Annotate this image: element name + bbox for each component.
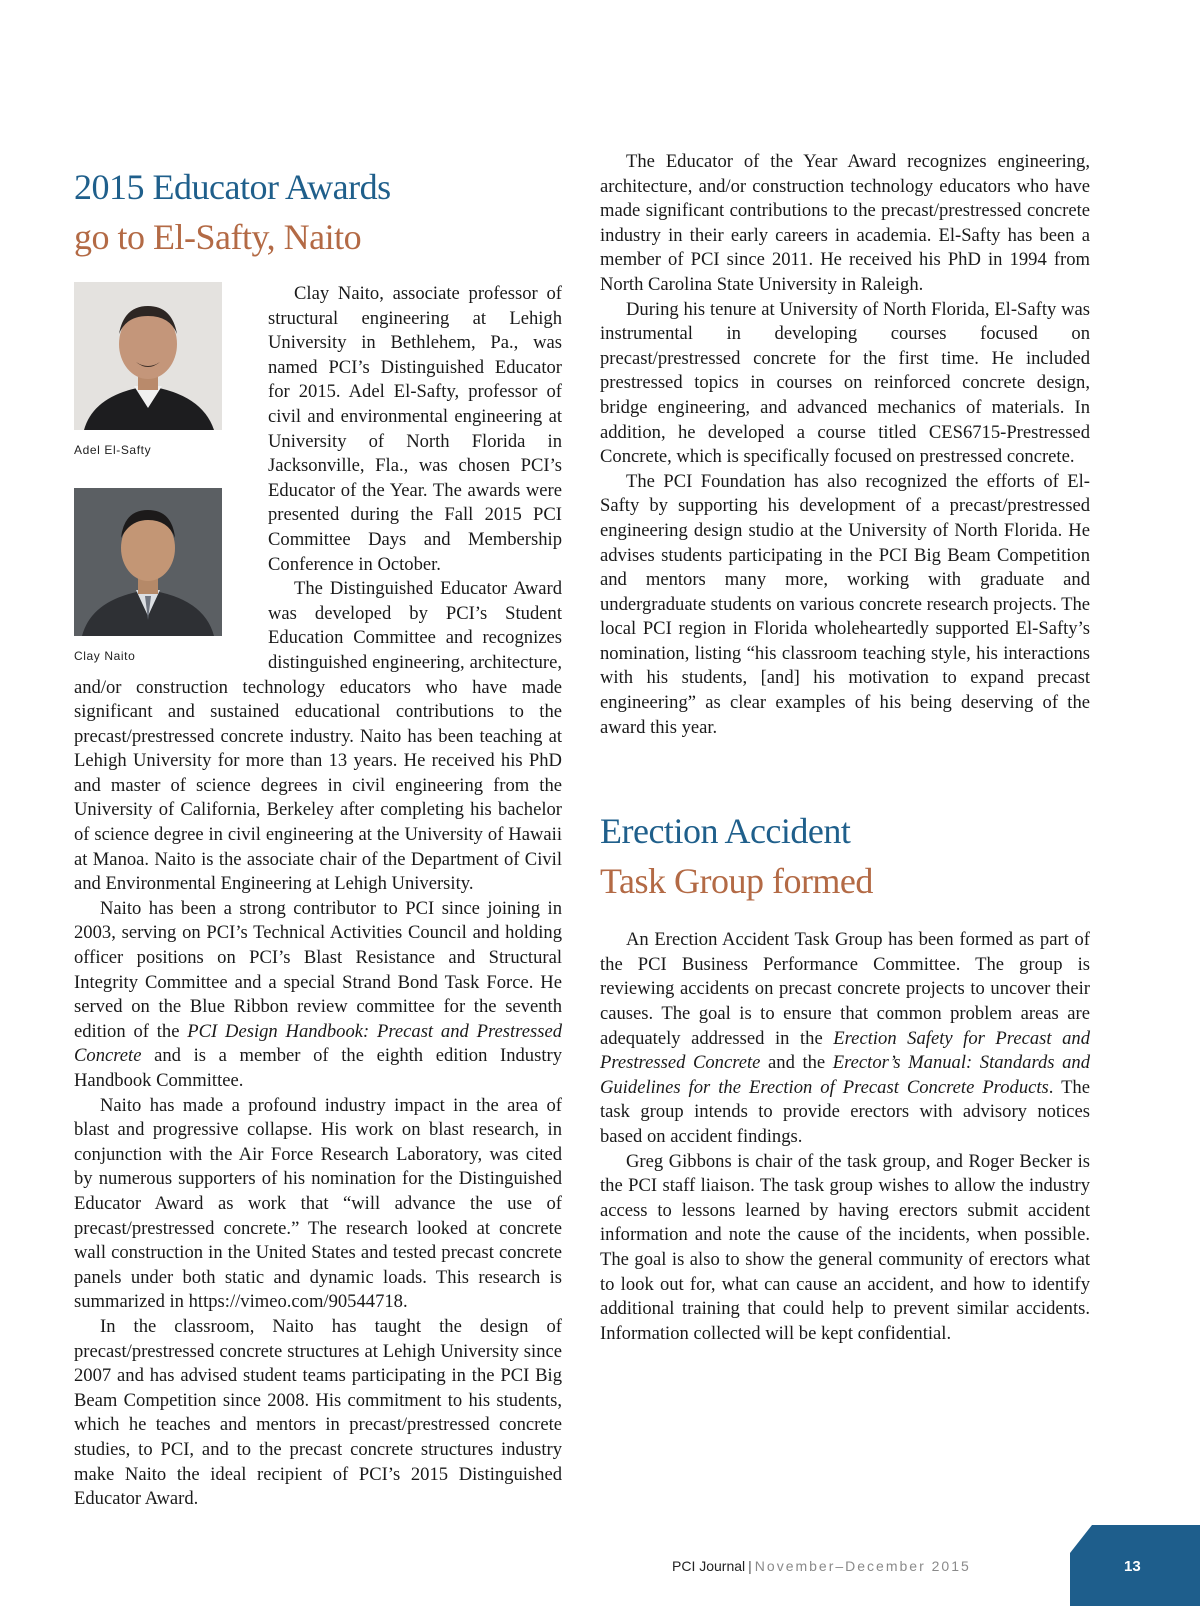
headline-line-1: 2015 Educator Awards xyxy=(74,167,391,207)
issue-date: November–December 2015 xyxy=(754,1558,971,1574)
paragraph: Clay Naito, associate professor of structural engineering at Lehigh University in Bethlehem, Pa., was named PCI’s Distinguished Educator for 2015. Adel El-Safty, professor of civil and environmental engineering at University of North Florida in Jacksonville, Fla., was chosen PCI’s Educator of the Year. The awards were presented during the Fall 2015 PCI Committee Days and Membership Conference in October. xyxy=(268,283,562,575)
page-number: 13 xyxy=(1124,1558,1141,1575)
paragraph: Naito has made a profound industry impact in the area of blast and progressive collapse. His work on blast research, in conjunction with the Air Force Research Laboratory, was cited by numerous supporters of his nomination for the Distinguished Educator Award as work that “will advance the use of precast/prestressed concrete.” The research looked at concrete wall construction in the United States and tested precast concrete panels under both static and dynamic loads. This research is summarized in https://vimeo.com/90544718. xyxy=(74,1094,562,1313)
paragraph: Naito has been a strong contributor to PCI since joining in 2003, serving on PCI’s Technical Activities Council and holding officer positions on PCI’s Blast Resistance and Structural Integrity Committee and a special Strand Bond Task Force. He served on the Blue Ribbon review committee for the seventh edition of the PCI Design Handbook: Precast and Prestressed Concrete and is a member of the eighth edition Industry Handbook Committee. xyxy=(74,897,562,1091)
paragraph: An Erection Accident Task Group has been formed as part of the PCI Business Performance Committee. The group is reviewing accidents on precast concrete projects to uncover their causes. The goal is to ensure that common problem areas are adequately addressed in the Erection Safety for Precast and Prestressed Concrete and the Erector’s Manual: Standards and Guidelines for the Erection of Precast Concrete Products. The task group intends to provide erectors with advisory notices based on accident findings. xyxy=(600,929,1090,1147)
article-body-continued xyxy=(600,150,1090,740)
footer-separator: | xyxy=(748,1558,752,1574)
photo-el-safty xyxy=(74,282,222,430)
publication-title: Erector’s Manual: Standards and Guidelines for the Erection of Precast Concrete Products xyxy=(600,1052,1090,1098)
article-body xyxy=(74,282,562,1512)
paragraph: The PCI Foundation has also recognized the efforts of El-Safty by supporting his development of a precast/prestressed engineering design studio at the University of North Florida. He advises students participating in the PCI Big Beam Competition and mentors many more, working with graduate and undergraduate students on various concrete research projects. The local PCI region in Florida wholeheartedly supported El-Safty’s nomination, listing “his classroom teaching style, his interactions with his students, [and] his motivation to expand precast engineering” as clear examples of his being deserving of the award this year. xyxy=(600,470,1090,738)
paragraph: During his tenure at University of North Florida, El-Safty was instrumental in developing courses focused on precast/prestressed concrete for the first time. He included prestressed topics in courses on reinforced concrete design, bridge engineering, and advanced mechanics of materials. In addition, he developed a course titled CES6715-Prestressed Concrete, which is specifically focused on prestressed concrete. xyxy=(600,298,1090,468)
paragraph: The Educator of the Year Award recognizes engineering, architecture, and/or construction technology educators who have made significant contributions to the precast/prestressed concrete industry in their early careers in academia. El-Safty has been a member of PCI since 2011. He received his PhD in 1994 from North Carolina State University in Raleigh. xyxy=(600,151,1090,295)
portrait-el-safty-image xyxy=(74,282,222,430)
article-headline xyxy=(74,162,562,262)
right-column xyxy=(600,150,1090,1346)
article-erection-accident xyxy=(600,806,1090,1346)
headline-line-2: Task Group formed xyxy=(600,861,873,902)
photo-naito xyxy=(74,488,222,636)
headline-line-1: Erection Accident xyxy=(600,811,851,852)
photo-column xyxy=(74,282,264,664)
article-educator-awards xyxy=(74,162,562,1512)
journal-name: PCI Journal xyxy=(672,1558,746,1574)
headline-line-2: go to El-Safty, Naito xyxy=(74,217,362,257)
paragraph: The Distinguished Educator Award was developed by PCI’s Student Education Committee and recognizes distinguished engineering, architecture, and/or construction technology educators who have made significant and sustained educational contributions to the precast/prestressed concrete industry. Naito has been teaching at Lehigh University for more than 13 years. He received his PhD and master of science degrees in civil engineering from the University of California, Berkeley after completing his bachelor of science degree in civil engineering at the University of Hawaii at Manoa. Naito is the associate chair of the Department of Civil and Environmental Engineering at Lehigh University. xyxy=(74,578,562,895)
publication-title: Erection Safety for Precast and Prestressed Concrete xyxy=(600,1027,1090,1074)
article-body xyxy=(600,928,1090,1346)
paragraph: In the classroom, Naito has taught the design of precast/prestressed concrete structures at Lehigh University since 2007 and has advised student teams participating in the PCI Big Beam Competition since 2008. His commitment to his students, which he teaches and mentors in precast/prestressed concrete studies, to PCI, and to the precast concrete structures industry make Naito the ideal recipient of PCI’s 2015 Distinguished Educator Award. xyxy=(74,1315,562,1510)
photo-caption: Clay Naito xyxy=(74,649,136,663)
footer-journal-line xyxy=(672,1558,971,1574)
article-headline xyxy=(600,806,1090,906)
portrait-naito-image xyxy=(74,488,222,636)
book-title: PCI Design Handbook: Precast and Prestressed Concrete xyxy=(74,1020,562,1067)
paragraph: Greg Gibbons is chair of the task group, and Roger Becker is the PCI staff liaison. The task group wishes to allow the industry access to lessons learned by having erectors submit accident information and note the cause of the incidents, when possible. The goal is also to show the general community of erectors what to look out for, what can cause an accident, and how to identify additional training that could help to prevent similar accidents. Information collected will be kept confidential. xyxy=(600,1150,1090,1344)
photo-caption: Adel El-Safty xyxy=(74,443,152,457)
